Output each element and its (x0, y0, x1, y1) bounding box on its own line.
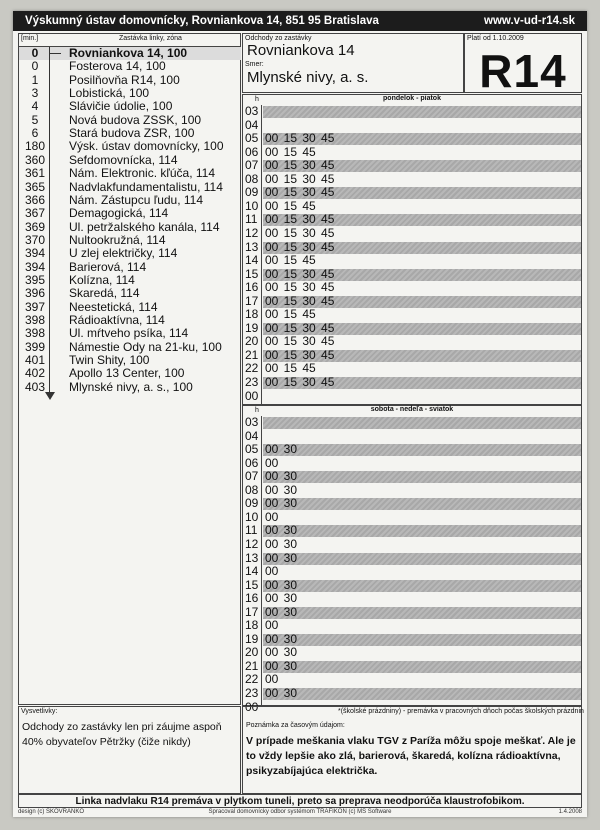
stop-minute: 394 (24, 246, 46, 261)
stop-name: Sefdomovnícka, 114 (69, 152, 178, 167)
timetable-row (243, 335, 581, 349)
timetable-row (243, 660, 581, 674)
stop-name: Mlynské nivy, a. s., 100 (69, 379, 193, 394)
departure-box (242, 33, 464, 93)
hour-cell: 04 (245, 117, 259, 132)
row-shading (263, 498, 581, 510)
stop-name: Demagogická, 114 (69, 206, 169, 221)
stop-minute: 180 (24, 139, 46, 154)
route-line (49, 47, 50, 395)
valid-from: Platí od 1.10.2009 (467, 35, 524, 42)
stop-row (19, 140, 241, 153)
hour-cell: 14 (245, 253, 259, 268)
stop-row (19, 314, 241, 327)
timetable-row (243, 470, 581, 484)
line-number: R14 (479, 45, 567, 97)
minutes-cell: 00 (265, 618, 279, 633)
stop-name: Nadvlakfundamentalistu, 114 (69, 179, 223, 194)
departure-label: Odchody zo zastávky (245, 35, 312, 42)
hour-cell: 11 (245, 212, 258, 227)
software-credit: Spracoval domovnícky odbor systémom TRAFIKON (c) MS Software (208, 809, 392, 815)
timetable-row (243, 524, 581, 538)
stop-name: Nám. Zástupcu ľudu, 114 (69, 192, 204, 207)
stop-name: Slávičie údolie, 100 (69, 99, 173, 114)
website: www.v-ud-r14.sk (484, 15, 575, 27)
stop-row (19, 287, 241, 300)
hour-cell: 10 (245, 198, 259, 213)
hour-cell: 08 (245, 482, 259, 497)
stop-row (19, 367, 241, 380)
minutes-cell: 00 (265, 455, 279, 470)
stop-name: Nultookružná, 114 (69, 232, 166, 247)
stop-minute: 5 (31, 112, 39, 127)
route-start-tick (49, 53, 61, 54)
minutes-cell: 00 30 (265, 550, 298, 565)
minutes-cell: 00 15 30 45 (265, 239, 335, 254)
stop-minute: 395 (24, 272, 46, 287)
stop-row (19, 194, 241, 207)
hour-cell: 13 (245, 239, 259, 254)
minutes-cell: 00 15 30 45 (265, 280, 335, 295)
minutes-cell: 00 15 45 (265, 361, 316, 376)
minutes-cell: 00 15 45 (265, 253, 316, 268)
minutes-cell: 00 (265, 564, 279, 579)
stop-minute: 365 (24, 179, 46, 194)
minutes-cell: 00 30 (265, 631, 298, 646)
minutes-cell: 00 30 (265, 482, 298, 497)
stop-name: Posilňovňa R14, 100 (69, 72, 180, 87)
minutes-cell: 00 15 30 45 (265, 185, 335, 200)
legend-text: Odchody zo zastávky len pri záujme aspoň 40% obyvateľov Pětržky (čiže nikdy) (22, 721, 222, 748)
timetable-row (243, 619, 581, 633)
hour-cell: 09 (245, 496, 259, 511)
hour-cell: 22 (245, 672, 259, 687)
hour-cell: 07 (245, 158, 259, 173)
weekend-title: sobota - nedeľa - sviatok (370, 406, 454, 413)
stop-minute: 398 (24, 326, 46, 341)
timetable-row (243, 552, 581, 566)
timetable-row (243, 268, 581, 282)
timetable-row (243, 173, 581, 187)
minutes-cell: 00 30 (265, 645, 298, 660)
hour-cell: 16 (245, 280, 259, 295)
minutes-cell: 00 30 (265, 523, 298, 538)
stop-minute: 3 (31, 86, 39, 101)
timetable-sheet (13, 11, 587, 817)
weekday-timetable (242, 94, 582, 405)
timetable-row (243, 565, 581, 579)
stop-minute: 402 (24, 366, 46, 381)
hour-cell: 09 (245, 185, 259, 200)
timetable-row (243, 105, 581, 119)
timetable-row (243, 132, 581, 146)
minutes-cell: 00 15 30 45 (265, 320, 335, 335)
note-box (242, 706, 582, 794)
timetable-row (243, 241, 581, 255)
row-shading (263, 525, 581, 537)
minutes-cell: 00 15 30 45 (265, 334, 335, 349)
org-address: Výskumný ústav domovnícky, Rovniankova 14, 851 95 Bratislava (25, 15, 379, 27)
minutes-cell: 00 30 (265, 591, 298, 606)
row-shading (263, 604, 581, 619)
hour-cell: 18 (245, 307, 259, 322)
min-label: [min.] (21, 35, 39, 42)
hour-cell: 21 (245, 347, 259, 362)
minutes-cell: 00 15 30 45 (265, 266, 335, 281)
stops-panel (18, 33, 241, 705)
stop-row (19, 261, 241, 274)
design-credit: design (c) ŠKOVRANKO (18, 809, 85, 815)
hour-cell: 07 (245, 469, 259, 484)
row-shading (263, 577, 581, 592)
timetable-row (243, 430, 581, 444)
hour-cell: 00 (245, 388, 259, 403)
timetable-row (243, 295, 581, 309)
stop-minute: 401 (24, 353, 46, 368)
minutes-cell: 00 15 30 45 (265, 171, 335, 186)
stop-minute: 6 (31, 126, 39, 141)
hour-cell: 12 (245, 225, 259, 240)
row-shading (263, 550, 581, 565)
minutes-cell: 00 15 30 45 (265, 158, 335, 173)
legend-box (18, 706, 241, 794)
stop-minute: 398 (24, 313, 46, 327)
row-shading (263, 417, 581, 429)
hour-cell: 15 (245, 266, 259, 281)
timetable-row (243, 308, 581, 322)
stop-row (19, 100, 241, 113)
timetable-row (243, 457, 581, 471)
minutes-cell: 00 15 45 (265, 144, 316, 159)
stop-name: Barierová, 114 (69, 259, 147, 274)
timetable-row (243, 687, 581, 701)
row-shading (263, 688, 581, 700)
stop-name: Rádioaktívna, 114 (69, 313, 165, 327)
stop-minute: 367 (24, 206, 46, 221)
stop-name: Kolízna, 114 (69, 272, 135, 287)
timetable-row (243, 200, 581, 214)
timetable-row (243, 497, 581, 511)
timetable-row (243, 511, 581, 525)
stop-minute: 397 (24, 299, 46, 314)
stop-row (19, 181, 241, 194)
stop-name: Výsk. ústav domovnícky, 100 (69, 139, 224, 154)
minutes-cell: 00 (265, 509, 279, 524)
timetable-row (243, 146, 581, 160)
note-label: Poznámka za časovým údajom: (246, 722, 345, 729)
minutes-cell: 00 15 30 45 (265, 212, 335, 227)
timetable-row (243, 254, 581, 268)
minutes-cell: 00 30 (265, 686, 298, 700)
direction-label: Smer: (245, 61, 264, 68)
stop-minute: 366 (24, 192, 46, 207)
stop-row (19, 60, 241, 73)
note-text: V prípade meškania vlaku TGV z Paríža môžu spoje meškať. Ale je to vždy lepšie ako zlá, barierová, škaredá, kolízna rádioaktívna, psikyzabíjajúca električka. (246, 735, 576, 777)
hour-cell: 18 (245, 618, 259, 633)
stop-minute: 369 (24, 219, 46, 234)
stop-name: Lobistická, 100 (69, 86, 150, 101)
weekday-title: pondelok - piatok (383, 95, 441, 102)
stop-name: Nám. Elektronic. kľúča, 114 (69, 166, 216, 181)
hour-cell: 00 (245, 699, 259, 714)
stop-name: Ul. petržalského kanála, 114 (69, 219, 220, 234)
hour-cell: 15 (245, 577, 259, 592)
stop-row (19, 207, 241, 220)
stop-name: Námestie Ody na 21-ku, 100 (69, 339, 222, 354)
hour-cell: 17 (245, 293, 259, 308)
minutes-cell: 00 (265, 672, 279, 687)
hour-cell: 21 (245, 658, 259, 673)
stop-minute: 361 (24, 166, 46, 181)
hour-cell: 20 (245, 645, 259, 660)
hour-cell: 20 (245, 334, 259, 349)
minutes-cell: 00 30 (265, 496, 298, 511)
hour-cell: 10 (245, 509, 259, 524)
row-shading (263, 631, 581, 646)
timetable-row (243, 281, 581, 295)
timetable-row (243, 416, 581, 430)
row-shading (263, 471, 581, 483)
hour-cell: 03 (245, 415, 259, 429)
route-arrow-icon (45, 392, 55, 400)
timetable-row (243, 484, 581, 498)
stop-row (19, 354, 241, 367)
header-bar (13, 11, 587, 31)
stop-name: Fosterova 14, 100 (69, 59, 166, 74)
timetable-row (243, 606, 581, 620)
stop-minute: 396 (24, 286, 46, 301)
stop-minute: 403 (24, 379, 46, 394)
stop-minute: 0 (31, 46, 39, 60)
stop-row (19, 247, 241, 260)
timetable-row (243, 349, 581, 363)
minutes-cell: 00 15 30 45 (265, 225, 335, 240)
stop-minute: 0 (31, 59, 39, 74)
hour-cell: 17 (245, 604, 259, 619)
hour-cell: 19 (245, 631, 259, 646)
hour-cell: 23 (245, 375, 259, 389)
stop-row (19, 114, 241, 127)
timetable-row (243, 633, 581, 647)
stop-name: Skaredá, 114 (69, 286, 140, 301)
zone-label: Zastávka linky, zóna (119, 35, 182, 42)
stop-name: U zlej električky, 114 (69, 246, 178, 261)
hour-cell: 04 (245, 428, 259, 443)
hour-cell: 22 (245, 361, 259, 376)
minutes-cell: 00 30 (265, 469, 298, 484)
minutes-cell: 00 15 45 (265, 307, 316, 322)
minutes-cell: 00 30 (265, 536, 298, 551)
timetable-row (243, 646, 581, 660)
stop-row (19, 274, 241, 287)
stop-name: Nová budova ZSSK, 100 (69, 112, 202, 127)
hour-cell: 05 (245, 442, 259, 457)
legend-label: Vysvetlivky: (21, 708, 58, 715)
stop-row (19, 87, 241, 100)
minutes-cell: 00 15 30 45 (265, 375, 335, 389)
stop-row (19, 341, 241, 354)
hour-cell: 14 (245, 564, 259, 579)
bottom-note: Linka nadvlaku R14 premáva v plytkom tuneli, preto sa preprava neodporúča klaustrofobikom. (18, 794, 582, 808)
stop-row (19, 221, 241, 234)
stop-name: Neestetická, 114 (69, 299, 158, 314)
stop-name: Stará budova ZSR, 100 (69, 126, 195, 141)
stop-row (19, 74, 241, 87)
stop-minute: 399 (24, 339, 46, 354)
hour-cell: 12 (245, 536, 259, 551)
minutes-cell: 00 30 (265, 604, 298, 619)
timetable-row (243, 186, 581, 200)
stop-name: Apollo 13 Center, 100 (69, 366, 185, 381)
hour-label: h (255, 407, 259, 414)
timetable-row (243, 119, 581, 133)
hour-label: h (255, 96, 259, 103)
hour-cell: 05 (245, 131, 259, 146)
minutes-cell: 00 30 (265, 577, 298, 592)
stop-row (19, 154, 241, 167)
hour-cell: 03 (245, 104, 259, 118)
school-holiday-note: *(školské prázdniny) - premávka v pracovných dňoch počas školských prázdnin (338, 708, 584, 715)
weekday-header (243, 95, 581, 105)
row-shading (263, 444, 581, 456)
minutes-cell: 00 30 (265, 658, 298, 673)
direction: Mlynské nivy, a. s. (247, 69, 369, 86)
stop-minute: 4 (31, 99, 39, 114)
footer (18, 809, 582, 817)
hour-cell: 06 (245, 144, 259, 159)
timetable-row (243, 322, 581, 336)
row-shading (263, 658, 581, 673)
stop-row (19, 167, 241, 180)
print-date: 1.4.2008 (558, 809, 582, 815)
timetable-row (243, 159, 581, 173)
minutes-cell: 00 15 45 (265, 198, 316, 213)
hour-cell: 13 (245, 550, 259, 565)
row-shading (263, 106, 581, 118)
timetable-row (243, 376, 581, 390)
stop-minute: 370 (24, 232, 46, 247)
timetable-row (243, 362, 581, 376)
minutes-cell: 00 15 30 45 (265, 131, 335, 146)
hour-cell: 16 (245, 591, 259, 606)
stop-row (19, 127, 241, 140)
hour-cell: 06 (245, 455, 259, 470)
line-box (464, 33, 582, 97)
timetable-row (243, 538, 581, 552)
hour-cell: 23 (245, 686, 259, 700)
stop-row (19, 234, 241, 247)
hour-cell: 11 (245, 523, 258, 538)
stop-name: Ul. mŕtveho psíka, 114 (69, 326, 189, 341)
stop-minute: 1 (31, 72, 39, 87)
stop-minute: 360 (24, 152, 46, 167)
departure-stop: Rovniankova 14 (247, 42, 355, 59)
timetable-row (243, 592, 581, 606)
timetable-row (243, 390, 581, 404)
minutes-cell: 00 30 (265, 442, 298, 457)
stop-row (19, 301, 241, 314)
stop-minute: 394 (24, 259, 46, 274)
hour-cell: 19 (245, 320, 259, 335)
stop-row (19, 327, 241, 340)
stop-name: Twin Shity, 100 (69, 353, 150, 368)
timetable-row (243, 579, 581, 593)
timetable-row (243, 443, 581, 457)
timetable-row (243, 213, 581, 227)
timetable-row (243, 227, 581, 241)
stop-name: Rovniankova 14, 100 (69, 46, 188, 60)
timetable-row (243, 673, 581, 687)
minutes-cell: 00 15 30 45 (265, 347, 335, 362)
hour-cell: 08 (245, 171, 259, 186)
minutes-cell: 00 15 30 45 (265, 293, 335, 308)
weekend-header (243, 406, 581, 416)
